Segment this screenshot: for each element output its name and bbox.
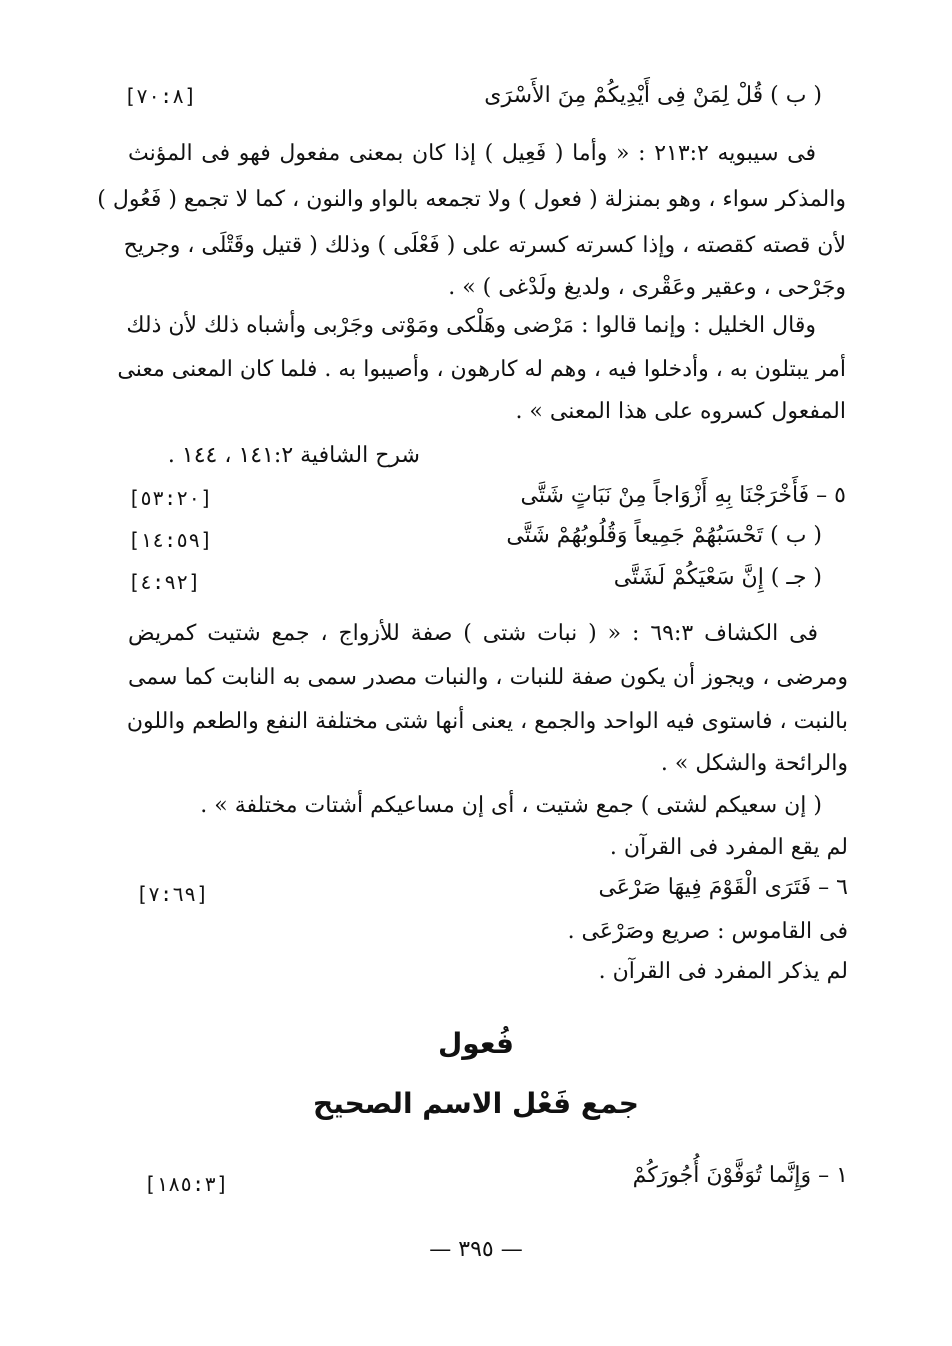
paragraph-line: أمر يبتلون به ، وأدخلوا فيه ، وهم له كارهون ، وأصيبوا به . فلما كان المعنى معنى xyxy=(117,357,846,382)
paragraph-line: ( إن سعيكم لشتى ) جمع شتيت ، أى إن مساعيكم أشتات مختلفة » . xyxy=(200,793,822,818)
verse-line: ٥ – فَأَخْرَجْنَا بِهِ أَزْوَاجاً مِنْ نَبَاتٍ شَتَّى xyxy=(520,483,846,508)
verse-reference: [٧٠:٨] xyxy=(124,84,197,108)
verse-reference: [١٤:٥٩] xyxy=(128,528,213,552)
paragraph-line: وجَرْحى ، وعقير وعَقْرى ، ولديغ ولَدْغى ) » . xyxy=(448,275,846,300)
paragraph-line: فى القاموس : صريع وصَرْعَى . xyxy=(567,919,848,944)
verse-line: ( جـ ) إِنَّ سَعْيَكُمْ لَشَتَّى xyxy=(613,565,822,590)
paragraph-line: والرائحة والشكل » . xyxy=(660,751,848,776)
pattern-heading: فُعول xyxy=(438,1027,514,1060)
paragraph-line: لأن قصته كقصته ، وإذا كسرته كسرته على ( فَعْلَى ) وذلك ( قتيل وقَتْلَى ، وجريح xyxy=(123,233,846,258)
page-number: — ٣٩٥ — xyxy=(429,1237,523,1262)
verse-reference: [٧:٦٩] xyxy=(136,882,209,906)
verse-line: ( ب ) تَحْسَبُهُمْ جَمِيعاً وَقُلُوبُهُمْ شَتَّى xyxy=(506,523,822,548)
paragraph-line: فى سيبويه ٢١٣:٢ : « وأما ( فَعِيل ) إذا كان بمعنى مفعول فهو فى المؤنث xyxy=(128,141,817,166)
verse-reference: [٤:٩٢] xyxy=(128,570,201,594)
verse-reference: [٥٣:٢٠] xyxy=(128,486,213,510)
paragraph-line: وقال الخليل : وإنما قالوا : مَرْضى وهَلْكى ومَوْتى وجَرْبى وأشباه ذلك لأن ذلك xyxy=(126,313,816,338)
paragraph-line: فى الكشاف ٦٩:٣ : « ( نبات شتى ) صفة للأزواج ، جمع شتيت كمريض xyxy=(128,621,818,646)
paragraph-line: لم يذكر المفرد فى القرآن . xyxy=(598,959,848,984)
paragraph-line: ومرضى ، ويجوز أن يكون صفة للنبات ، والنبات مصدر سمى به النابت كما سمى xyxy=(128,665,848,690)
paragraph-line: المفعول كسروه على هذا المعنى » . xyxy=(515,399,846,424)
verse-reference: [١٨٥:٣] xyxy=(144,1172,229,1196)
paragraph-line: بالنبت ، فاستوى فيه الواحد والجمع ، يعنى أنها شتى مختلفة النفع والطعم واللون xyxy=(126,709,848,734)
paragraph-line: لم يقع المفرد فى القرآن . xyxy=(609,835,848,860)
verse-line: ( ب ) قُلْ لِمَنْ فِى أَيْدِيكُمْ مِنَ الأَسْرَى xyxy=(484,83,822,108)
verse-line: ١ – وَإِنَّما تُوَفَّوْنَ أُجُورَكُمْ xyxy=(632,1163,848,1188)
verse-line: ٦ – فَتَرَى الْقَوْمَ فِيهَا صَرْعَى xyxy=(598,875,848,900)
source-citation: شرح الشافية ١٤١:٢ ، ١٤٤ . xyxy=(167,443,420,468)
paragraph-line: والمذكر سواء ، وهو بمنزلة ( فعول ) ولا تجمعه بالواو والنون ، كما لا تجمع ( فَعُول ) xyxy=(97,187,846,212)
section-heading: جمع فَعْل الاسم الصحيح xyxy=(313,1087,639,1120)
